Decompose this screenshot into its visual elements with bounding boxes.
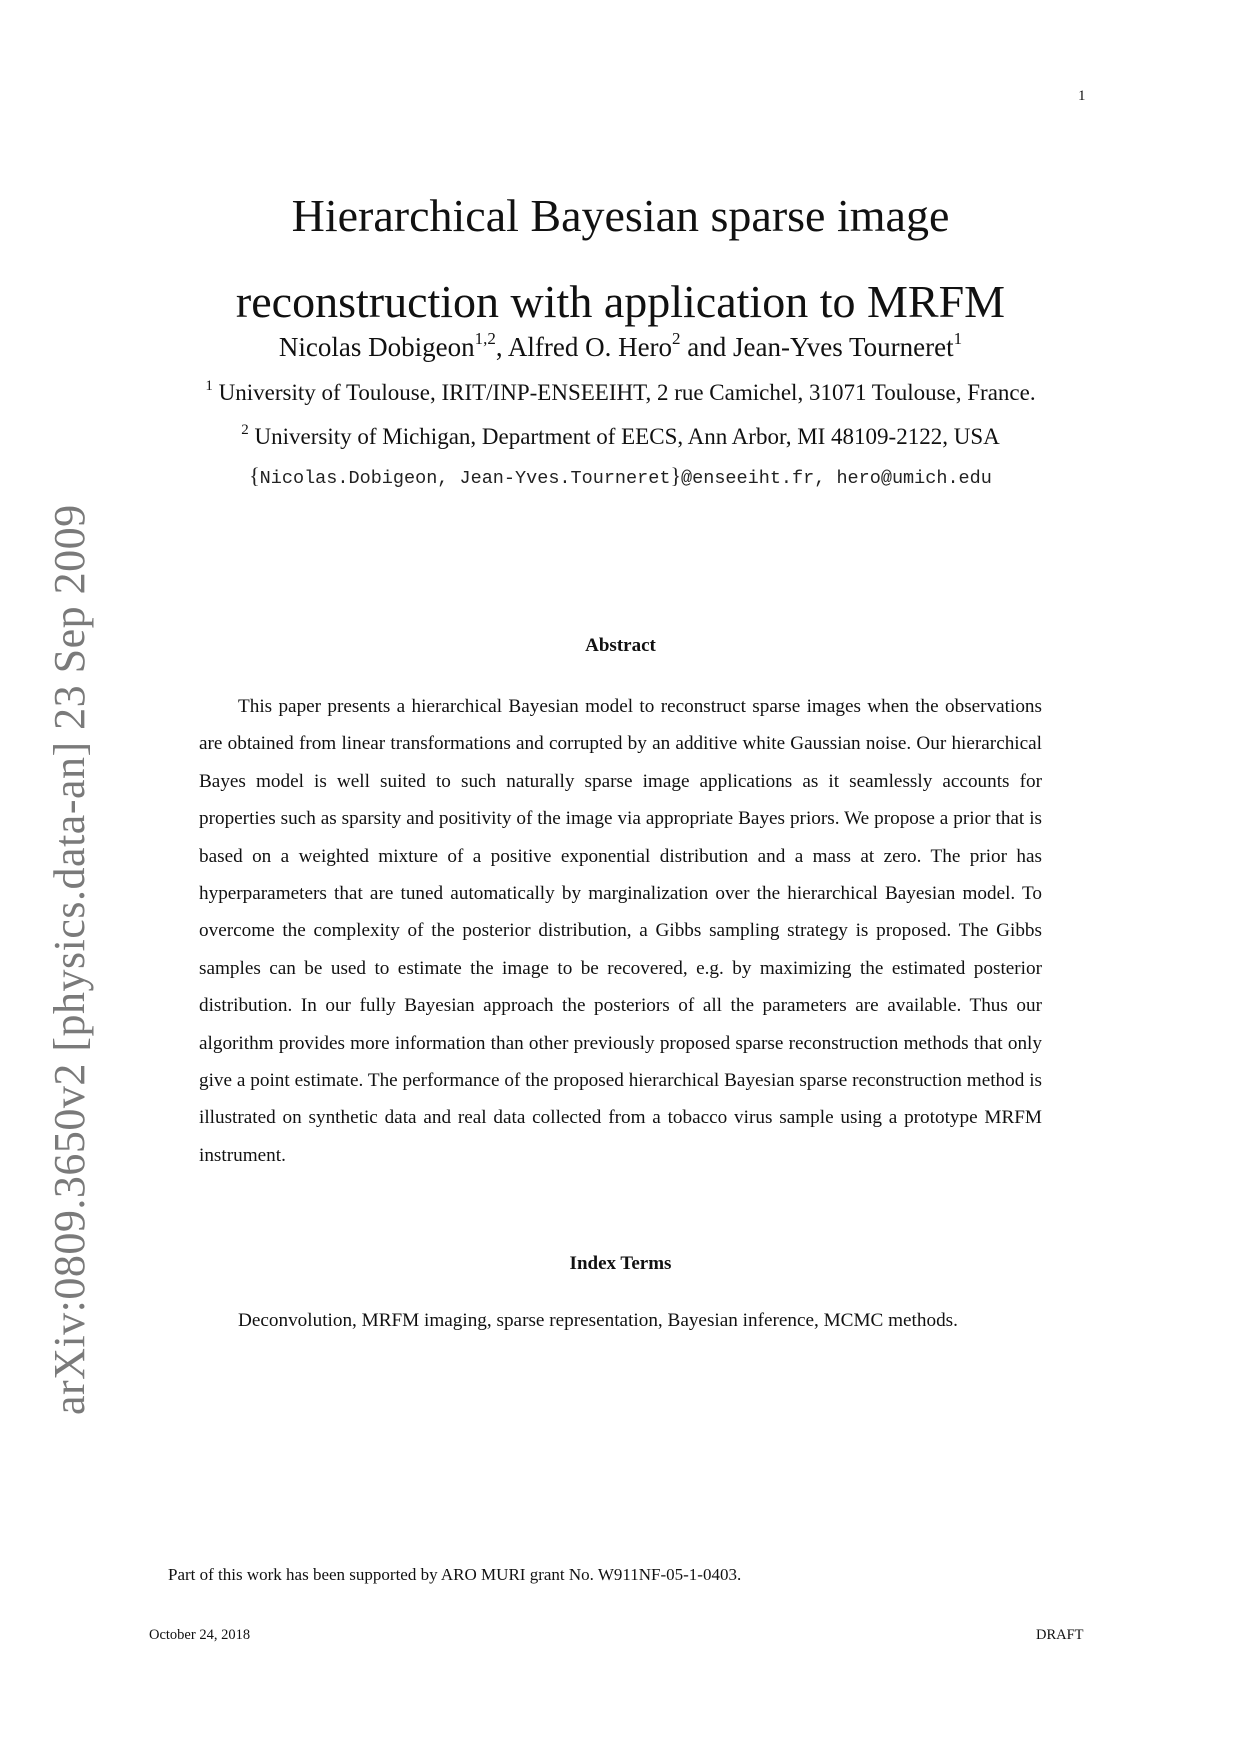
email-domains: @enseeiht.fr, hero@umich.edu bbox=[681, 468, 992, 489]
page-number: 1 bbox=[1078, 88, 1086, 104]
author-name: and Jean-Yves Tourneret bbox=[680, 332, 954, 362]
abstract-heading: Abstract bbox=[585, 635, 656, 656]
author-superscript: 2 bbox=[672, 329, 681, 348]
affiliation-marker: 1 bbox=[205, 378, 213, 394]
index-terms-text: Deconvolution, MRFM imaging, sparse representation, Bayesian inference, MCMC methods. bbox=[238, 1310, 958, 1331]
title-line-1: Hierarchical Bayesian sparse image bbox=[291, 189, 950, 241]
paper-title bbox=[120, 173, 1121, 345]
email-names: Nicolas.Dobigeon, Jean-Yves.Tourneret bbox=[259, 468, 671, 489]
author-superscript: 1 bbox=[953, 329, 963, 348]
affiliation-text: University of Michigan, Department of EECS, Ann Arbor, MI 48109-2122, USA bbox=[248, 424, 1000, 449]
author-name: Nicolas Dobigeon bbox=[278, 332, 475, 362]
author-emails bbox=[120, 462, 1121, 493]
author-name: , Alfred O. Hero bbox=[495, 332, 673, 362]
title-line-2: reconstruction with application to MRFM bbox=[235, 275, 1006, 327]
abstract-text: This paper presents a hierarchical Bayesian model to reconstruct sparse images when the observations are obtained from linear transformations and corrupted by an additive white Gaussian noise. Our hierarchical Bayes model is well suited to such naturally sparse image applications as it seamlessly accounts for properties such as sparsity and positivity of the image via appropriate Bayes priors. We propose a prior that is based on a weighted mixture of a positive exponential distribution and a mass at zero. The prior has hyperparameters that are tuned automatically by marginalization over the hierarchical Bayesian model. To overcome the complexity of the posterior distribution, a Gibbs sampling strategy is proposed. The Gibbs samples can be used to estimate the image to be recovered, e.g. by maximizing the estimated posterior distribution. In our fully Bayesian approach the posteriors of all the parameters are available. Thus our algorithm provides more information than other previously proposed sparse reconstruction methods that only give a point estimate. The performance of the proposed hierarchical Bayesian sparse reconstruction method is illustrated on synthetic data and real data collected from a tobacco virus sample using a prototype MRFM instrument. bbox=[199, 696, 1042, 1166]
email-open-brace: { bbox=[249, 463, 260, 488]
funding-footnote: Part of this work has been supported by ARO MURI grant No. W911NF-05-1-0403. bbox=[168, 1565, 742, 1584]
footer-draft-label: DRAFT bbox=[1036, 1627, 1084, 1643]
arxiv-identifier-stamp: arXiv:0809.3650v2 [physics.data-an] 23 Sep 2009 bbox=[45, 504, 94, 1415]
footer-date: October 24, 2018 bbox=[149, 1627, 251, 1643]
index-terms-heading: Index Terms bbox=[569, 1253, 672, 1274]
affiliation-2 bbox=[120, 422, 1121, 452]
affiliation-text: University of Toulouse, IRIT/INP-ENSEEIHT, 2 rue Camichel, 31071 Toulouse, France. bbox=[212, 380, 1036, 405]
affiliation-1 bbox=[120, 378, 1121, 408]
affiliation-marker: 2 bbox=[241, 422, 249, 438]
author-superscript: 1,2 bbox=[474, 329, 496, 348]
email-close-brace: } bbox=[670, 463, 682, 488]
author-list bbox=[120, 330, 1121, 364]
